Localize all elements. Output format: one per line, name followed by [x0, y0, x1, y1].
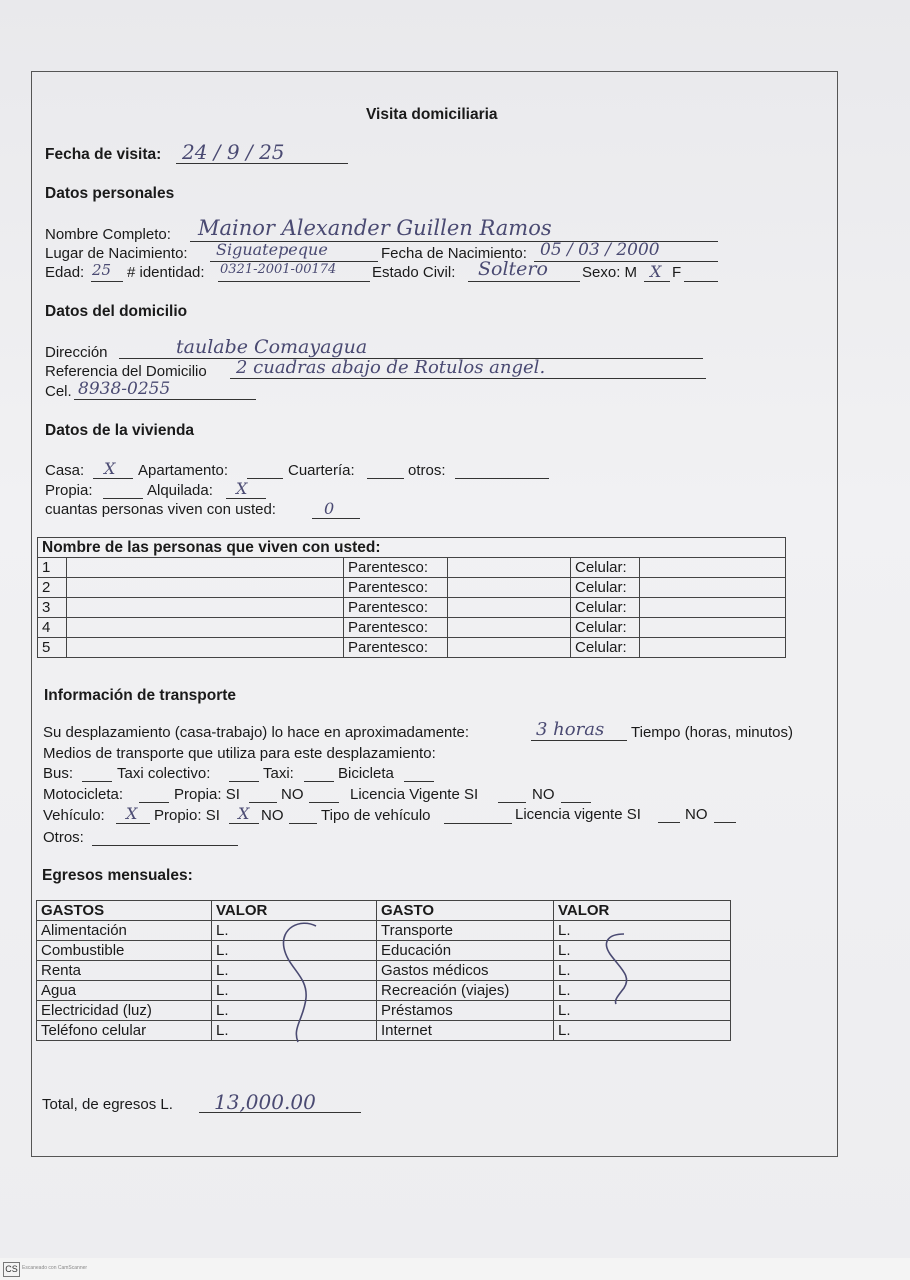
medios-label: Medios de transporte que utiliza para este desplazamiento: — [43, 745, 436, 762]
egresos-heading: Egresos mensuales: — [42, 867, 193, 884]
propia-no-label: NO — [281, 786, 304, 803]
celular-label: Celular: — [575, 558, 640, 577]
row-number: 1 — [38, 558, 67, 578]
table-row — [38, 578, 786, 598]
sexo-f-label: F — [672, 264, 682, 281]
parentesco-cell[interactable] — [448, 638, 571, 658]
brace-stroke-left — [270, 918, 330, 1046]
gasto-name: Gastos médicos — [377, 961, 554, 981]
sexo-f-line — [684, 281, 718, 282]
scan-footer — [0, 1258, 910, 1280]
identidad-label: # identidad: — [127, 264, 205, 281]
parentesco-cell[interactable] — [448, 618, 571, 638]
valor-cell[interactable]: L. — [554, 941, 731, 961]
estado-label: Estado Civil: — [372, 264, 456, 281]
fecha-nac-value[interactable]: 05 / 03 / 2000 — [540, 240, 660, 260]
personas-value[interactable]: 0 — [324, 499, 335, 518]
vehiculo-value[interactable]: X — [126, 804, 138, 823]
row-number: 4 — [38, 618, 67, 638]
casa-value[interactable]: X — [104, 459, 116, 478]
personas-label: cuantas personas viven con usted: — [45, 501, 276, 518]
tipo-line — [444, 823, 512, 824]
casa-line — [93, 478, 133, 479]
personal-heading: Datos personales — [45, 185, 175, 202]
egresos-header-row — [37, 901, 731, 921]
vehiculo-line — [116, 823, 150, 824]
licencia2-no-line — [714, 822, 736, 823]
valor-cell[interactable]: L. — [212, 921, 377, 941]
propia-no-line — [309, 802, 339, 803]
valor-cell[interactable]: L. — [212, 1021, 377, 1041]
propia-label: Propia: — [45, 482, 93, 499]
otros-transporte-line — [92, 845, 238, 846]
nombre-cell[interactable] — [67, 558, 344, 578]
sexo-m-value[interactable]: X — [650, 262, 662, 281]
sexo-label: Sexo: M — [582, 264, 638, 281]
otros-vivienda-line — [455, 478, 549, 479]
taxi-colectivo-line — [229, 781, 259, 782]
alquilada-value[interactable]: X — [236, 479, 248, 498]
celular-cell[interactable] — [571, 558, 786, 578]
direccion-value[interactable]: taulabe Comayagua — [176, 336, 368, 358]
lugar-value[interactable]: Siguatepeque — [216, 240, 328, 259]
row-number: 3 — [38, 598, 67, 618]
nombre-cell[interactable] — [67, 578, 344, 598]
direccion-label: Dirección — [45, 344, 108, 361]
alquilada-label: Alquilada: — [147, 482, 213, 499]
valor-cell[interactable]: L. — [212, 981, 377, 1001]
licencia-no-line — [561, 802, 591, 803]
licencia-label: Licencia Vigente SI — [350, 786, 479, 803]
taxi-line — [304, 781, 334, 782]
propia-si-label: Propia: SI — [174, 786, 240, 803]
valor-cell[interactable]: L. — [554, 1021, 731, 1041]
cel-line — [74, 399, 256, 400]
bus-label: Bus: — [43, 765, 74, 782]
nombre-cell[interactable] — [67, 638, 344, 658]
parentesco-label: Parentesco: — [344, 578, 448, 598]
vehiculo-label: Vehículo: — [43, 807, 105, 824]
propia-si-line — [249, 802, 277, 803]
table-row — [38, 618, 786, 638]
cuarteria-label: Cuartería: — [288, 462, 355, 479]
otros-transporte-label: Otros: — [43, 829, 84, 846]
parentesco-cell[interactable] — [448, 578, 571, 598]
propio-no-label: NO — [261, 807, 284, 824]
col-valor2: VALOR — [554, 901, 731, 921]
parentesco-cell[interactable] — [448, 598, 571, 618]
gasto-name: Agua — [37, 981, 212, 1001]
gasto-name: Recreación (viajes) — [377, 981, 554, 1001]
celular-cell[interactable] — [571, 618, 786, 638]
licencia-si-line — [498, 802, 526, 803]
valor-cell[interactable]: L. — [554, 961, 731, 981]
col-valor: VALOR — [212, 901, 377, 921]
table-row — [37, 1021, 731, 1041]
gasto-name: Electricidad (luz) — [37, 1001, 212, 1021]
col-gastos: GASTOS — [37, 901, 212, 921]
valor-cell[interactable]: L. — [554, 981, 731, 1001]
celular-label: Celular: — [575, 618, 640, 637]
licencia2-label: Licencia vigente SI — [515, 806, 641, 823]
camscanner-text: Escaneado con CamScanner — [22, 1265, 88, 1271]
nombre-cell[interactable] — [67, 618, 344, 638]
estado-line — [468, 281, 580, 282]
camscanner-logo: CS — [3, 1262, 20, 1277]
personas-table-header-row — [38, 538, 786, 558]
personas-table — [37, 537, 786, 658]
parentesco-label: Parentesco: — [344, 638, 448, 658]
valor-cell[interactable]: L. — [554, 1001, 731, 1021]
cel-value[interactable]: 8938-0255 — [78, 379, 171, 399]
parentesco-cell[interactable] — [448, 558, 571, 578]
celular-label: Celular: — [575, 598, 640, 617]
table-row — [38, 598, 786, 618]
taxi-label: Taxi: — [263, 765, 294, 782]
valor-cell[interactable]: L. — [554, 921, 731, 941]
valor-cell[interactable]: L. — [212, 961, 377, 981]
celular-cell[interactable] — [571, 598, 786, 618]
tiempo-label: Tiempo (horas, minutos) — [631, 724, 793, 741]
parentesco-label: Parentesco: — [344, 558, 448, 578]
valor-cell[interactable]: L. — [212, 941, 377, 961]
bicicleta-label: Bicicleta — [338, 765, 394, 782]
celular-label: Celular: — [575, 578, 640, 597]
gasto-name: Transporte — [377, 921, 554, 941]
transporte-heading: Información de transporte — [44, 687, 237, 704]
brace-stroke-right — [596, 928, 640, 1006]
nombre-cell[interactable] — [67, 598, 344, 618]
propio-si-value[interactable]: X — [238, 804, 250, 823]
valor-cell[interactable]: L. — [212, 1001, 377, 1021]
tipo-label: Tipo de vehículo — [321, 807, 431, 824]
gasto-name: Combustible — [37, 941, 212, 961]
gasto-name: Préstamos — [377, 1001, 554, 1021]
licencia2-si-line — [658, 822, 680, 823]
row-number: 5 — [38, 638, 67, 658]
parentesco-label: Parentesco: — [344, 598, 448, 618]
domicilio-heading: Datos del domicilio — [45, 303, 188, 320]
total-value[interactable]: 13,000.00 — [214, 1090, 316, 1114]
identidad-value[interactable]: 0321-2001-00174 — [220, 262, 337, 277]
edad-value[interactable]: 25 — [92, 261, 112, 279]
celular-cell[interactable] — [571, 638, 786, 658]
parentesco-label: Parentesco: — [344, 618, 448, 638]
propio-si-label: Propio: SI — [154, 807, 220, 824]
personas-line — [312, 518, 360, 519]
fecha-nac-label: Fecha de Nacimiento: — [381, 245, 527, 262]
cel-label: Cel. — [45, 383, 72, 400]
total-label: Total, de egresos L. — [42, 1096, 173, 1113]
cuarteria-line — [367, 478, 404, 479]
desplazamiento-label: Su desplazamiento (casa-trabajo) lo hace en aproximadamente: — [43, 724, 470, 741]
gasto-name: Alimentación — [37, 921, 212, 941]
fecha-label: Fecha de visita: — [45, 146, 162, 163]
row-number: 2 — [38, 578, 67, 598]
personas-table-header: Nombre de las personas que viven con usted: — [38, 538, 786, 558]
bus-line — [82, 781, 112, 782]
referencia-value[interactable]: 2 cuadras abajo de Rotulos angel. — [236, 357, 546, 378]
edad-label: Edad: — [45, 264, 85, 281]
bicicleta-line — [404, 781, 434, 782]
vivienda-heading: Datos de la vivienda — [45, 422, 195, 439]
desplazamiento-value[interactable]: 3 horas — [536, 719, 605, 740]
fecha-nac-line — [534, 261, 718, 262]
referencia-line — [230, 378, 706, 379]
apartamento-label: Apartamento: — [138, 462, 229, 479]
alquilada-line — [226, 498, 266, 499]
celular-label: Celular: — [575, 638, 640, 657]
moto-label: Motocicleta: — [43, 786, 124, 803]
moto-line — [139, 802, 169, 803]
fecha-value[interactable]: 24 / 9 / 25 — [182, 140, 285, 164]
licencia2-no-label: NO — [685, 806, 708, 823]
lugar-label: Lugar de Nacimiento: — [45, 245, 188, 262]
casa-label: Casa: — [45, 462, 85, 479]
col-gasto: GASTO — [377, 901, 554, 921]
celular-cell[interactable] — [571, 578, 786, 598]
apartamento-line — [247, 478, 283, 479]
desplazamiento-line — [531, 740, 627, 741]
nombre-value[interactable]: Mainor Alexander Guillen Ramos — [198, 216, 552, 240]
sexo-m-line — [644, 281, 670, 282]
gasto-name: Renta — [37, 961, 212, 981]
licencia-no-label: NO — [532, 786, 555, 803]
table-row — [38, 638, 786, 658]
propio-si-line — [229, 823, 259, 824]
edad-line — [91, 281, 123, 282]
otros-vivienda-label: otros: — [408, 462, 446, 479]
gasto-name: Internet — [377, 1021, 554, 1041]
nombre-label: Nombre Completo: — [45, 226, 171, 243]
propio-no-line — [289, 823, 317, 824]
referencia-label: Referencia del Domicilio — [45, 363, 207, 380]
gasto-name: Teléfono celular — [37, 1021, 212, 1041]
form-title: Visita domiciliaria — [366, 106, 498, 123]
propia-line — [103, 498, 143, 499]
taxi-colectivo-label: Taxi colectivo: — [117, 765, 211, 782]
table-row — [38, 558, 786, 578]
gasto-name: Educación — [377, 941, 554, 961]
identidad-line — [218, 281, 370, 282]
estado-value[interactable]: Soltero — [478, 258, 548, 280]
